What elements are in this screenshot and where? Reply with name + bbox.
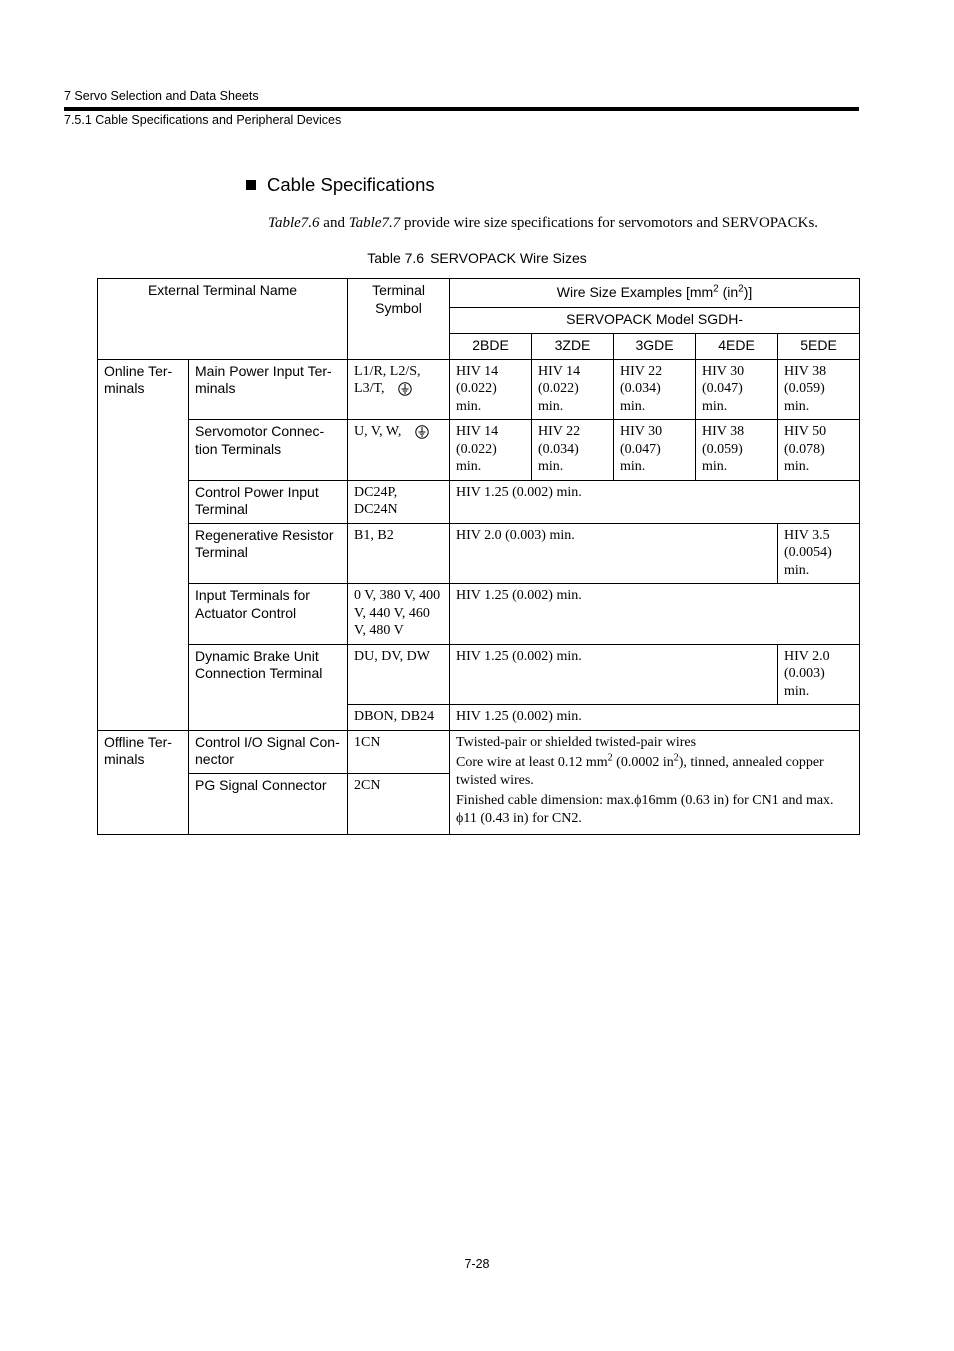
table-caption-number: Table 7.6 xyxy=(367,250,425,266)
offline-spec-line-1: Twisted-pair or shielded twisted-pair wires xyxy=(456,734,697,750)
section-heading xyxy=(246,174,435,196)
group-offline-terminals: Offline Ter-minals xyxy=(98,730,189,834)
offline-spec-line-2: Core wire at least 0.12 $mm^2$ (0.0002 $in^2$), tinned, annealed copper twisted wires. xyxy=(456,752,824,788)
header-external-terminal-name: External Terminal Name xyxy=(98,279,348,360)
section-heading-text: Cable Specifications xyxy=(267,174,435,195)
intro-and: and xyxy=(319,215,349,231)
row-name-servomotor: Servomotor Connec-tion Terminals xyxy=(189,420,348,481)
table-ref-link-7-7[interactable]: Table7.7 xyxy=(348,215,401,231)
row-symbol-main-power: L1/R, L2/S, L3/T, xyxy=(348,359,450,420)
cell-regenerative-2bde-4ede: HIV 2.0 (0.003) min. xyxy=(450,523,778,584)
cell-main-power-3gde: HIV 22 (0.034) min. xyxy=(614,359,696,420)
cell-dynamic-brake-2bde-4ede: HIV 1.25 (0.002) min. xyxy=(450,644,778,705)
header-rule xyxy=(64,107,859,111)
header-model-4ede: 4EDE xyxy=(696,333,778,359)
cell-main-power-2bde: HIV 14 (0.022) min. xyxy=(450,359,532,420)
cell-servomotor-4ede: HIV 38 (0.059) min. xyxy=(696,420,778,481)
square-bullet-icon xyxy=(246,180,256,190)
cell-servomotor-2bde: HIV 14 (0.022) min. xyxy=(450,420,532,481)
cell-main-power-4ede: HIV 30 (0.047) min. xyxy=(696,359,778,420)
header-model-5ede: 5EDE xyxy=(778,333,860,359)
cell-dbon-all: HIV 1.25 (0.002) min. xyxy=(450,705,860,731)
ground-symbol-icon xyxy=(415,425,429,439)
cell-main-power-5ede: HIV 38 (0.059) min. xyxy=(778,359,860,420)
cell-actuator-input-all: HIV 1.25 (0.002) min. xyxy=(450,584,860,645)
header-wire-size-examples: Wire Size Examples [$mm^2$ $(in^2)$] xyxy=(450,279,860,308)
row-name-control-power: Control Power Input Terminal xyxy=(189,480,348,523)
intro-paragraph xyxy=(268,215,818,232)
row-name-dynamic-brake: Dynamic Brake Unit Connection Terminal xyxy=(189,644,348,730)
row-symbol-control-power: DC24P, DC24N xyxy=(348,480,450,523)
row-symbol-pg-signal: 2CN xyxy=(348,773,450,834)
ground-symbol-icon xyxy=(398,382,412,396)
running-header-section: 7.5.1 Cable Specifications and Peripheral Devices xyxy=(64,113,342,127)
row-symbol-servomotor: U, V, W, xyxy=(348,420,450,481)
header-terminal-symbol: Terminal Symbol xyxy=(348,279,450,360)
group-online-terminals: Online Ter-minals xyxy=(98,359,189,730)
table-ref-link-7-6[interactable]: Table7.6 xyxy=(268,215,320,231)
table-caption-title: SERVOPACK Wire Sizes xyxy=(430,250,587,266)
cell-control-power-all: HIV 1.25 (0.002) min. xyxy=(450,480,860,523)
intro-rest: provide wire size specifications for servomotors and SERVOPACKs. xyxy=(400,215,819,231)
header-model-3zde: 3ZDE xyxy=(532,333,614,359)
row-name-actuator-input: Input Terminals for Actuator Control xyxy=(189,584,348,645)
row-symbol-dbon: DBON, DB24 xyxy=(348,705,450,731)
running-header-chapter: 7 Servo Selection and Data Sheets xyxy=(64,89,259,103)
page-number: 7-28 xyxy=(464,1257,490,1271)
row-name-control-io: Control I/O Signal Con-nector xyxy=(189,730,348,773)
cell-servomotor-5ede: HIV 50 (0.078) min. xyxy=(778,420,860,481)
row-name-pg-signal: PG Signal Connector xyxy=(189,773,348,834)
row-name-main-power: Main Power Input Ter-minals xyxy=(189,359,348,420)
header-model-2bde: 2BDE xyxy=(450,333,532,359)
cell-main-power-3zde: HIV 14 (0.022) min. xyxy=(532,359,614,420)
row-symbol-actuator-input: 0 V, 380 V, 400 V, 440 V, 460 V, 480 V xyxy=(348,584,450,645)
cell-dynamic-brake-5ede: HIV 2.0 (0.003) min. xyxy=(778,644,860,705)
cell-servomotor-3zde: HIV 22 (0.034) min. xyxy=(532,420,614,481)
row-symbol-dynamic-brake: DU, DV, DW xyxy=(348,644,450,705)
row-symbol-control-io: 1CN xyxy=(348,730,450,773)
header-servopack-model: SERVOPACK Model SGDH- xyxy=(450,308,860,334)
header-model-3gde: 3GDE xyxy=(614,333,696,359)
row-name-regenerative: Regenerative Resistor Terminal xyxy=(189,523,348,584)
offline-spec-line-3: Finished cable dimension: max.ϕ16mm (0.63 in) for CN1 and max. ϕ11 (0.43 in) for CN2. xyxy=(456,793,834,826)
table-caption xyxy=(0,250,954,266)
row-symbol-regenerative: B1, B2 xyxy=(348,523,450,584)
cell-servomotor-3gde: HIV 30 (0.047) min. xyxy=(614,420,696,481)
cell-regenerative-5ede: HIV 3.5 (0.0054) min. xyxy=(778,523,860,584)
cell-offline-cable-spec xyxy=(450,730,860,834)
wire-size-table xyxy=(97,278,860,835)
